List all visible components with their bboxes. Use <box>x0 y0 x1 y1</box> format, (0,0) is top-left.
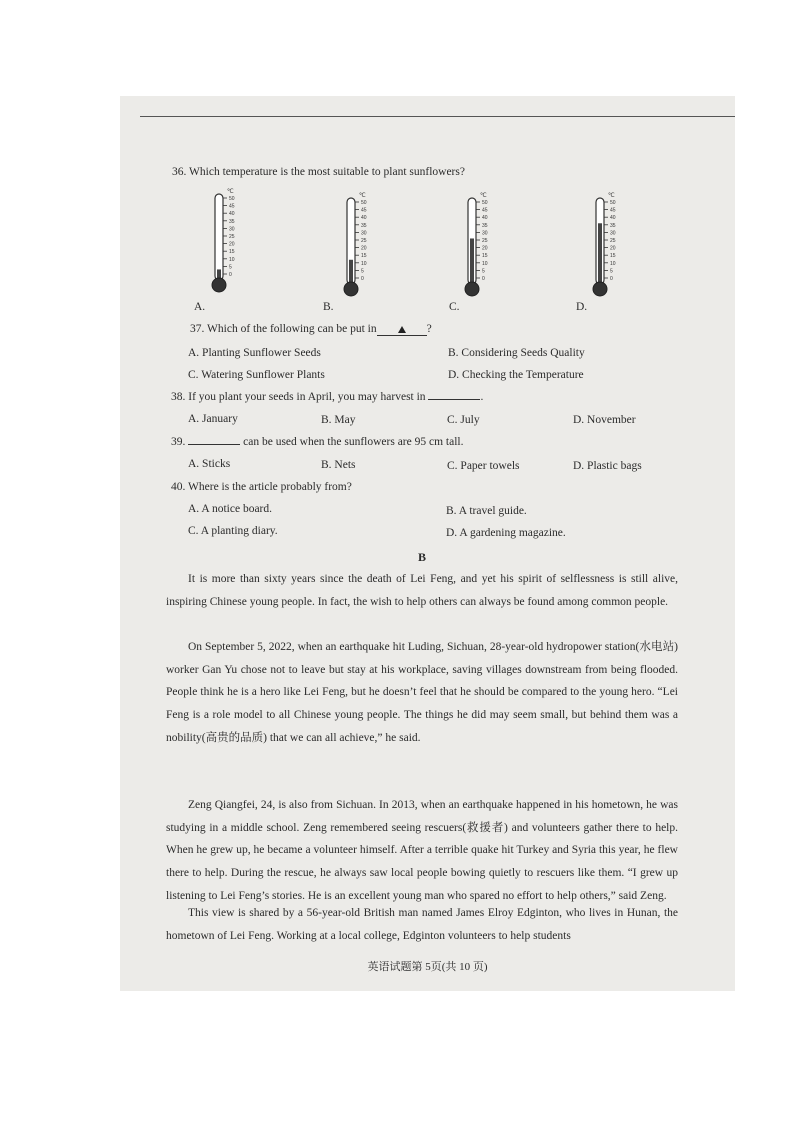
answer-blank <box>377 323 427 336</box>
thermometer-tick-label: 5 <box>229 264 232 271</box>
option-38-d: D. November <box>573 414 636 426</box>
thermometer-tick-label: 25 <box>610 238 616 244</box>
paragraph-4: This view is shared by a 56-year-old British man named James Elroy Edginton, who lives in Hunan, the hometown of Lei Feng. Working at a local college, Edginton volunteers to help students <box>166 907 678 942</box>
thermometer-tick-label: 35 <box>229 218 235 225</box>
thermometer-c-icon <box>458 192 508 302</box>
option-39-d: D. Plastic bags <box>573 460 642 472</box>
thermometer-tick-label: 20 <box>361 245 367 252</box>
option-36-a: A. <box>194 301 206 313</box>
thermometer-unit: ℃ <box>480 193 487 199</box>
option-36-c: C. <box>449 301 460 313</box>
question-40: 40. Where is the article probably from? <box>171 481 352 493</box>
thermometer-tick-label: 50 <box>610 200 616 206</box>
paragraph-2: On September 5, 2022, when an earthquake hit Luding, Sichuan, 28-year-old hydropower station(水电站) worker Gan Yu chose not to leave but stay at his workplace, saving villages downstream from being flooded. People think he is a hero like Lei Feng, but he doesn’t feel that he should be compared to the young hero. “Lei Feng is a role model to all Chinese young people. The things he did may seem small, but behind them was a nobility(高贵的品质) that we can all achieve,” he said. <box>166 641 678 744</box>
thermometer-tick-label: 25 <box>482 238 488 244</box>
thermometer-tick-label: 0 <box>482 276 485 282</box>
option-37-d: D. Checking the Temperature <box>448 369 584 381</box>
thermometer-tick-label: 5 <box>610 268 613 275</box>
thermometer-svg <box>586 192 636 302</box>
thermometer-tick-label: 10 <box>482 260 488 267</box>
option-36-b: B. <box>323 301 334 313</box>
thermometer-tick-label: 45 <box>610 207 616 214</box>
section-heading: B <box>418 550 427 564</box>
thermometer-tick-label: 15 <box>361 253 367 260</box>
thermometer-tick-label: 40 <box>229 211 235 218</box>
thermometer-d-icon <box>586 192 636 302</box>
option-39-c: C. Paper towels <box>447 460 520 472</box>
option-40-a: A. A notice board. <box>188 503 272 515</box>
paragraph-3: Zeng Qiangfei, 24, is also from Sichuan. In 2013, when an earthquake happened in his hometown, he was studying in a middle school. Zeng remembered seeing rescuers(救援者) and volunteers gather there to help. When he grew up, he became a volunteer himself. After a terrible quake hit Turkey and Syria this year, he flew there to help. During the rescue, he always saw local people bowing quietly to rescuers like them. “I grew up listening to Lei Feng’s stories. He is an excellent young man who spared no effort to help others,” said Zeng. <box>166 799 678 902</box>
thermometer-svg <box>337 192 387 302</box>
thermometer-tick-label: 45 <box>482 207 488 214</box>
thermometer-bulb <box>344 282 358 296</box>
option-37-b: B. Considering Seeds Quality <box>448 347 585 359</box>
question-39: 39. can be used when the sunflowers are 95 cm tall. <box>171 436 464 448</box>
thermometer-tick-label: 50 <box>361 200 367 206</box>
thermometer-tick-label: 0 <box>610 276 613 282</box>
thermometer-tick-label: 10 <box>229 256 235 263</box>
thermometer-tick-label: 20 <box>229 241 235 248</box>
thermometer-tick-label: 35 <box>482 222 488 229</box>
option-36-d: D. <box>576 301 588 313</box>
option-38-a: A. January <box>188 413 238 425</box>
thermometer-tick-label: 15 <box>229 249 235 256</box>
thermometer-tick-label: 30 <box>361 230 367 237</box>
thermometer-mercury <box>598 223 602 284</box>
paragraph-1: It is more than sixty years since the death of Lei Feng, and yet his spirit of selflessness is still alive, inspiring Chinese young people. In fact, the wish to help others can always be found among common people. <box>166 573 678 608</box>
thermometer-tick-label: 30 <box>610 230 616 237</box>
option-39-a: A. Sticks <box>188 458 231 470</box>
option-40-c: C. A planting diary. <box>188 525 278 537</box>
option-39-b: B. Nets <box>321 459 356 471</box>
header-rule <box>140 116 735 117</box>
thermometer-tube <box>215 194 223 280</box>
thermometer-unit: ℃ <box>608 193 615 199</box>
thermometer-a-icon <box>205 188 255 298</box>
triangle-icon <box>398 326 406 333</box>
answer-blank <box>428 399 480 400</box>
thermometer-tick-label: 40 <box>361 215 367 222</box>
thermometer-tick-label: 20 <box>482 245 488 252</box>
thermometer-tick-label: 50 <box>229 196 235 202</box>
question-38: 38. If you plant your seeds in April, you may harvest in . <box>171 391 484 403</box>
thermometer-tick-label: 15 <box>610 253 616 260</box>
thermometer-tick-label: 30 <box>482 230 488 237</box>
thermometer-tick-label: 0 <box>361 276 364 282</box>
thermometer-bulb <box>212 278 226 292</box>
thermometer-bulb <box>465 282 479 296</box>
thermometer-tick-label: 40 <box>482 215 488 222</box>
thermometer-tick-label: 10 <box>361 260 367 267</box>
option-38-c: C. July <box>447 414 480 426</box>
thermometer-tick-label: 0 <box>229 272 232 278</box>
thermometer-tick-label: 15 <box>482 253 488 260</box>
thermometer-svg <box>205 188 255 298</box>
question-36: 36. Which temperature is the most suitable to plant sunflowers? <box>172 166 465 178</box>
option-37-a: A. Planting Sunflower Seeds <box>188 347 321 359</box>
thermometer-bulb <box>593 282 607 296</box>
thermometer-svg <box>458 192 508 302</box>
thermometer-unit: ℃ <box>227 189 234 195</box>
thermometer-tick-label: 5 <box>482 268 485 275</box>
option-38-b: B. May <box>321 414 356 426</box>
thermometer-tick-label: 25 <box>361 238 367 244</box>
thermometer-tick-label: 45 <box>361 207 367 214</box>
thermometer-tick-label: 45 <box>229 203 235 210</box>
thermometer-tick-label: 20 <box>610 245 616 252</box>
thermometer-tick-label: 35 <box>361 222 367 229</box>
answer-blank <box>188 444 240 445</box>
thermometer-tick-label: 10 <box>610 260 616 267</box>
option-40-b: B. A travel guide. <box>446 505 527 517</box>
page-footer: 英语试题第 5页(共 10 页) <box>367 961 488 973</box>
thermometer-b-icon <box>337 192 387 302</box>
thermometer-tick-label: 35 <box>610 222 616 229</box>
thermometer-mercury <box>349 260 353 284</box>
thermometer-tick-label: 40 <box>610 215 616 222</box>
thermometer-unit: ℃ <box>359 193 366 199</box>
thermometer-tick-label: 50 <box>482 200 488 206</box>
exam-page <box>120 96 735 991</box>
option-40-d: D. A gardening magazine. <box>446 527 566 539</box>
question-37: 37. Which of the following can be put in ? <box>190 323 432 335</box>
option-37-c: C. Watering Sunflower Plants <box>188 369 325 381</box>
thermometer-tick-label: 25 <box>229 234 235 240</box>
thermometer-tick-label: 5 <box>361 268 364 275</box>
thermometer-tick-label: 30 <box>229 226 235 233</box>
thermometer-mercury <box>470 238 474 284</box>
